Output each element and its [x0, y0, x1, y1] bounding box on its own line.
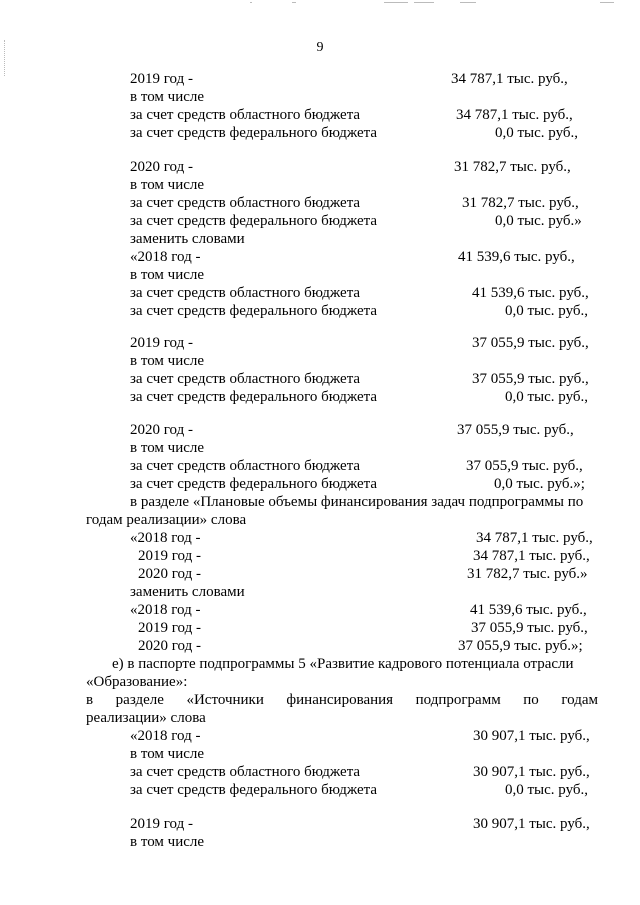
- line-right: 31 782,7 тыс. руб.,: [462, 195, 579, 211]
- line-left: за счет средств областного бюджета: [130, 285, 361, 301]
- line-left: за счет средств областного бюджета: [130, 195, 361, 211]
- paragraph-line: годам реализации» слова: [86, 512, 247, 528]
- line-left: за счет средств федерального бюджета: [130, 303, 378, 319]
- line-right: 30 907,1 тыс. руб.,: [473, 764, 590, 780]
- line-left: 2020 год -: [138, 566, 201, 582]
- line-left: в том числе: [130, 353, 205, 369]
- line-right: 34 787,1 тыс. руб.,: [473, 548, 590, 564]
- line-right: 31 782,7 тыс. руб.,: [454, 159, 571, 175]
- line-right: 0,0 тыс. руб.,: [505, 389, 589, 405]
- line-left: за счет средств федерального бюджета: [130, 389, 378, 405]
- paragraph-line: в разделе «Плановые объемы финансирования задач подпрограммы по: [130, 494, 584, 510]
- line-left: за счет средств федерального бюджета: [130, 213, 378, 229]
- line-left: за счет средств федерального бюджета: [130, 782, 378, 798]
- line-left: за счет средств областного бюджета: [130, 107, 361, 123]
- line-left: «2018 год -: [130, 249, 201, 265]
- paragraph-line: реализации» слова: [86, 710, 206, 726]
- line-left: за счет средств федерального бюджета: [130, 125, 378, 141]
- paragraph-line-justified: в разделе «Источники финансирования подпрограмм по годам: [86, 692, 598, 708]
- line-left: «2018 год -: [130, 602, 201, 618]
- line-right: 0,0 тыс. руб.,: [495, 125, 579, 141]
- line-right: 37 055,9 тыс. руб.,: [466, 458, 583, 474]
- line-left: в том числе: [130, 177, 205, 193]
- line-left: в том числе: [130, 89, 205, 105]
- line-left: «2018 год -: [130, 530, 201, 546]
- line-left: в том числе: [130, 440, 205, 456]
- line-right: 30 907,1 тыс. руб.,: [473, 816, 590, 832]
- line-left: за счет средств областного бюджета: [130, 764, 361, 780]
- line-right: 0,0 тыс. руб.,: [505, 782, 589, 798]
- line-left: заменить словами: [130, 584, 245, 600]
- line-left: заменить словами: [130, 231, 245, 247]
- line-left: «2018 год -: [130, 728, 201, 744]
- line-right: 30 907,1 тыс. руб.,: [473, 728, 590, 744]
- line-left: в том числе: [130, 267, 205, 283]
- line-right: 41 539,6 тыс. руб.,: [472, 285, 589, 301]
- line-right: 0,0 тыс. руб.»: [495, 213, 582, 229]
- paragraph-line: «Образование»:: [86, 674, 188, 690]
- line-right: 0,0 тыс. руб.,: [505, 303, 589, 319]
- line-right: 37 055,9 тыс. руб.,: [457, 422, 574, 438]
- line-left: 2020 год -: [130, 422, 193, 438]
- line-right: 31 782,7 тыс. руб.»: [467, 566, 588, 582]
- line-left: в том числе: [130, 746, 205, 762]
- line-left: 2020 год -: [130, 159, 193, 175]
- line-left: 2019 год -: [130, 71, 193, 87]
- page-number: 9: [316, 40, 324, 55]
- line-left: в том числе: [130, 834, 205, 850]
- line-right: 37 055,9 тыс. руб.,: [472, 335, 589, 351]
- line-right: 34 787,1 тыс. руб.,: [451, 71, 568, 87]
- line-left: 2019 год -: [138, 548, 201, 564]
- line-left: 2020 год -: [138, 638, 201, 654]
- line-right: 41 539,6 тыс. руб.,: [458, 249, 575, 265]
- paragraph-line: е) в паспорте подпрограммы 5 «Развитие кадрового потенциала отрасли: [112, 656, 574, 672]
- line-left: 2019 год -: [130, 816, 193, 832]
- line-right: 34 787,1 тыс. руб.,: [476, 530, 593, 546]
- line-left: 2019 год -: [130, 335, 193, 351]
- line-left: за счет средств федерального бюджета: [130, 476, 378, 492]
- line-right: 0,0 тыс. руб.»;: [494, 476, 585, 492]
- scan-artifacts: [0, 2, 640, 8]
- line-right: 37 055,9 тыс. руб.,: [471, 620, 588, 636]
- line-left: за счет средств областного бюджета: [130, 371, 361, 387]
- line-right: 41 539,6 тыс. руб.,: [470, 602, 587, 618]
- line-left: 2019 год -: [138, 620, 201, 636]
- line-right: 37 055,9 тыс. руб.»;: [458, 638, 583, 654]
- line-left: за счет средств областного бюджета: [130, 458, 361, 474]
- line-right: 34 787,1 тыс. руб.,: [456, 107, 573, 123]
- line-right: 37 055,9 тыс. руб.,: [472, 371, 589, 387]
